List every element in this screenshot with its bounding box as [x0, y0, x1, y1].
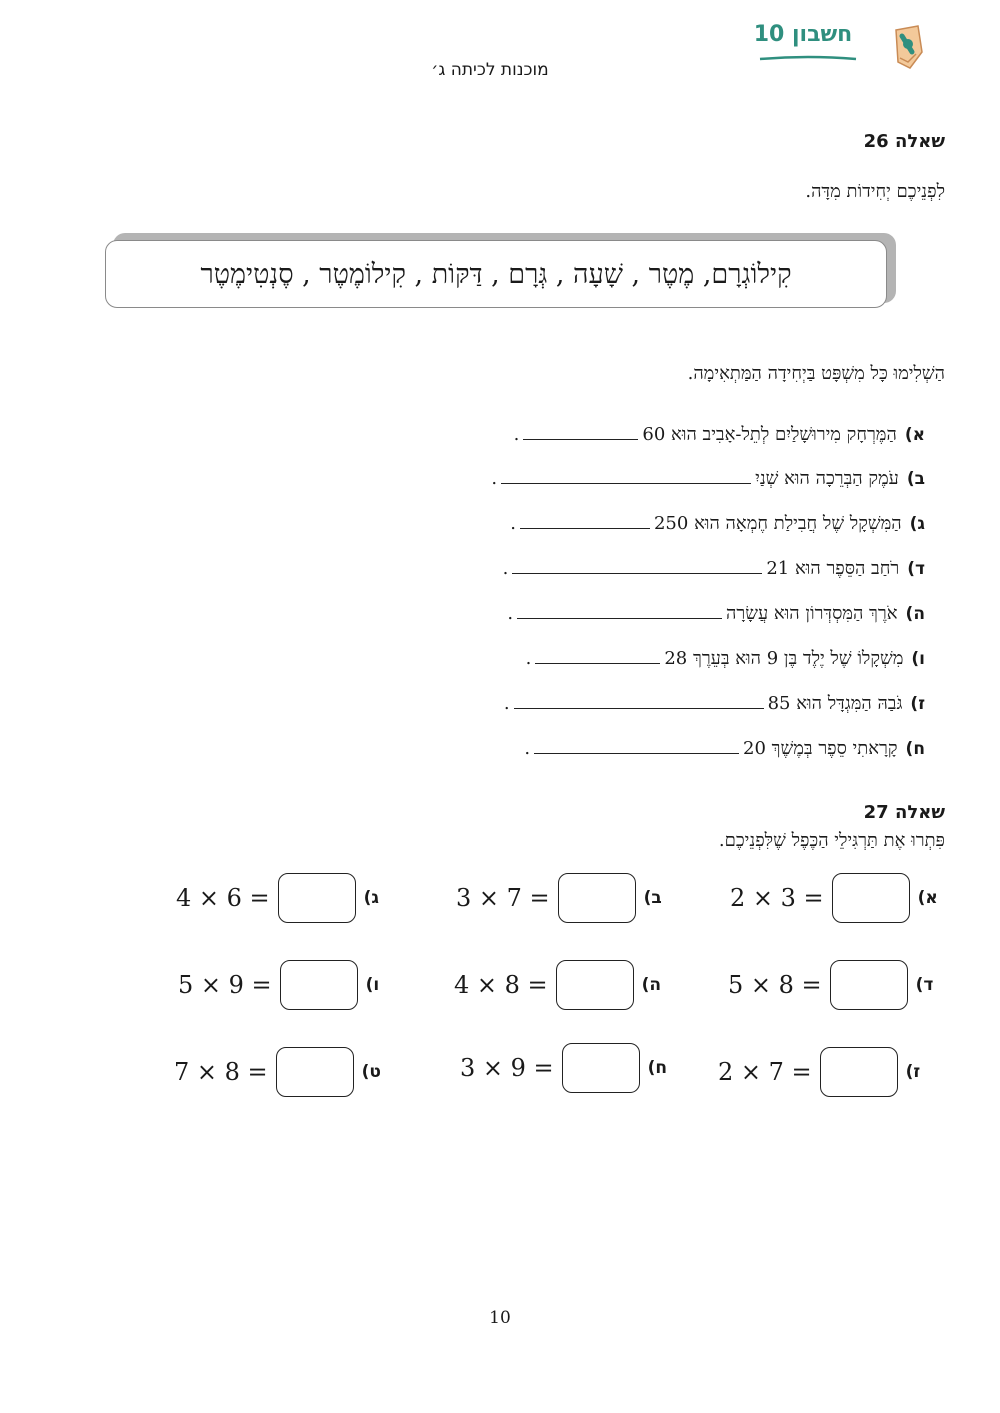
sentence-letter: ד): [907, 559, 925, 579]
exercise-letter: ט): [361, 1062, 381, 1082]
sentence-letter: א): [904, 425, 925, 445]
answer-box[interactable]: [562, 1043, 640, 1093]
sentence-text: עֹמֶק הַבְּרֵכָה הוּא שְׁנַיִ: [755, 468, 899, 489]
sentence-end: .: [491, 468, 498, 489]
exercise-expression: 4 × 6 =: [176, 884, 270, 912]
sentence-end: .: [524, 738, 531, 759]
sentence-end: .: [513, 424, 520, 445]
sentence-item: [526, 645, 925, 671]
sentence-item: [507, 600, 925, 626]
answer-box[interactable]: [558, 873, 636, 923]
sentence-end: .: [502, 558, 509, 579]
exercise-item: [176, 873, 392, 923]
exercise-expression: 3 × 7 =: [456, 884, 550, 912]
sentence-end: .: [503, 693, 510, 714]
question-26-intro: לִפְנֵיכֶם יְחִידוֹת מִדָּה.: [805, 181, 945, 202]
brand-underline: [758, 54, 858, 62]
answer-blank[interactable]: [501, 465, 751, 484]
answer-box[interactable]: [830, 960, 908, 1010]
sentence-text: הַמֶּרְחָק מִירוּשָׁלַיִם לְתֵל-אָבִיב הוּא 60: [642, 424, 897, 445]
brand-logo: [748, 22, 868, 66]
grade-label: מוכנות לכיתה ג׳: [431, 60, 549, 80]
exercise-letter: ח): [647, 1058, 668, 1078]
answer-blank[interactable]: [517, 600, 722, 619]
exercise-expression: 5 × 9 =: [178, 971, 272, 999]
exercise-item: [718, 1047, 934, 1097]
sentence-letter: ח): [905, 739, 925, 759]
exercise-item: [730, 873, 946, 923]
sentence-letter: ב): [906, 469, 925, 489]
question-26-instruction: הַשְׁלִימוּ כָּל מִשְׁפָּט בַּיְחִידָה הַמַּתְאִימָה.: [687, 363, 945, 384]
exercise-letter: ז): [905, 1062, 921, 1082]
answer-box[interactable]: [832, 873, 910, 923]
exercise-expression: 2 × 7 =: [718, 1058, 812, 1086]
sentence-item: [524, 735, 925, 761]
exercise-item: [460, 1043, 676, 1093]
sentence-text: קָרָאתִי סֵפֶר בְּמֶשֶׁךְ 20: [743, 738, 898, 759]
question-27-title: שאלה 27: [863, 802, 945, 823]
sentence-item: [504, 690, 925, 716]
sentence-end: .: [507, 603, 514, 624]
sentence-text: מִשְׁקָלוֹ שֶׁל יֶלֶד בֶּן 9 הוּא בְּעֵרֶךְ 28: [664, 648, 904, 669]
brand-title: חשבון 10: [753, 22, 853, 47]
answer-blank[interactable]: [520, 510, 650, 529]
units-box: [105, 240, 887, 308]
exercise-expression: 7 × 8 =: [174, 1058, 268, 1086]
answer-box[interactable]: [556, 960, 634, 1010]
answer-blank[interactable]: [535, 645, 660, 664]
exercise-letter: ה): [641, 975, 662, 995]
sentence-text: גֹּבַהּ הַמִּגְדָּל הוּא 85: [767, 693, 903, 714]
exercise-letter: ו): [365, 975, 380, 995]
exercise-letter: ג): [363, 888, 380, 908]
exercise-item: [728, 960, 944, 1010]
exercise-item: [454, 960, 670, 1010]
exercise-expression: 2 × 3 =: [730, 884, 824, 912]
question-27-instruction: פִּתְרוּ אֶת תַּרְגִּילֵי הַכֶּפֶל שֶׁלִּפְנֵיכֶם.: [718, 830, 945, 851]
answer-blank[interactable]: [534, 735, 739, 754]
exercise-expression: 3 × 9 =: [460, 1054, 554, 1082]
sentence-end: .: [510, 513, 516, 534]
sentence-letter: ג): [909, 514, 925, 534]
answer-box[interactable]: [278, 873, 356, 923]
exercise-item: [174, 1047, 390, 1097]
page-number: 10: [489, 1308, 511, 1328]
pencil-hand-icon: [888, 22, 928, 72]
answer-blank[interactable]: [512, 555, 762, 574]
exercise-item: [456, 873, 672, 923]
sentence-text: רֹחַב הַסֵּפֶר הוּא 21: [766, 558, 900, 579]
answer-box[interactable]: [276, 1047, 354, 1097]
exercise-letter: ב): [643, 888, 662, 908]
sentence-letter: ה): [905, 604, 925, 624]
sentence-letter: ו): [911, 649, 925, 669]
question-26-title: שאלה 26: [863, 131, 945, 152]
answer-box[interactable]: [820, 1047, 898, 1097]
exercise-letter: ד): [915, 975, 934, 995]
units-list: קִילוֹגְרָם, מֶטֶר , שָׁעָה , גְּרָם , דַּקּוֹת , קִילוֹמֶטֶר , סֶנְטִימֶטֶר: [200, 258, 792, 290]
exercise-expression: 5 × 8 =: [728, 971, 822, 999]
answer-box[interactable]: [280, 960, 358, 1010]
answer-blank[interactable]: [514, 690, 764, 709]
sentence-item: [514, 421, 925, 447]
exercise-expression: 4 × 8 =: [454, 971, 548, 999]
exercise-letter: א): [917, 888, 938, 908]
sentence-item: [510, 510, 925, 536]
sentence-text: אֹרֶךְ הַמִּסְדְּרוֹן הוּא עֲשָׂרָה: [726, 603, 898, 624]
exercise-item: [178, 960, 394, 1010]
sentence-item: [503, 555, 925, 581]
answer-blank[interactable]: [523, 421, 638, 440]
sentence-letter: ז): [910, 694, 925, 714]
sentence-item: [491, 465, 925, 491]
sentence-end: .: [525, 648, 532, 669]
sentence-text: הַמִּשְׁקָל שֶׁל חֲבִילַת חֶמְאָה הוּא 250: [653, 513, 902, 534]
